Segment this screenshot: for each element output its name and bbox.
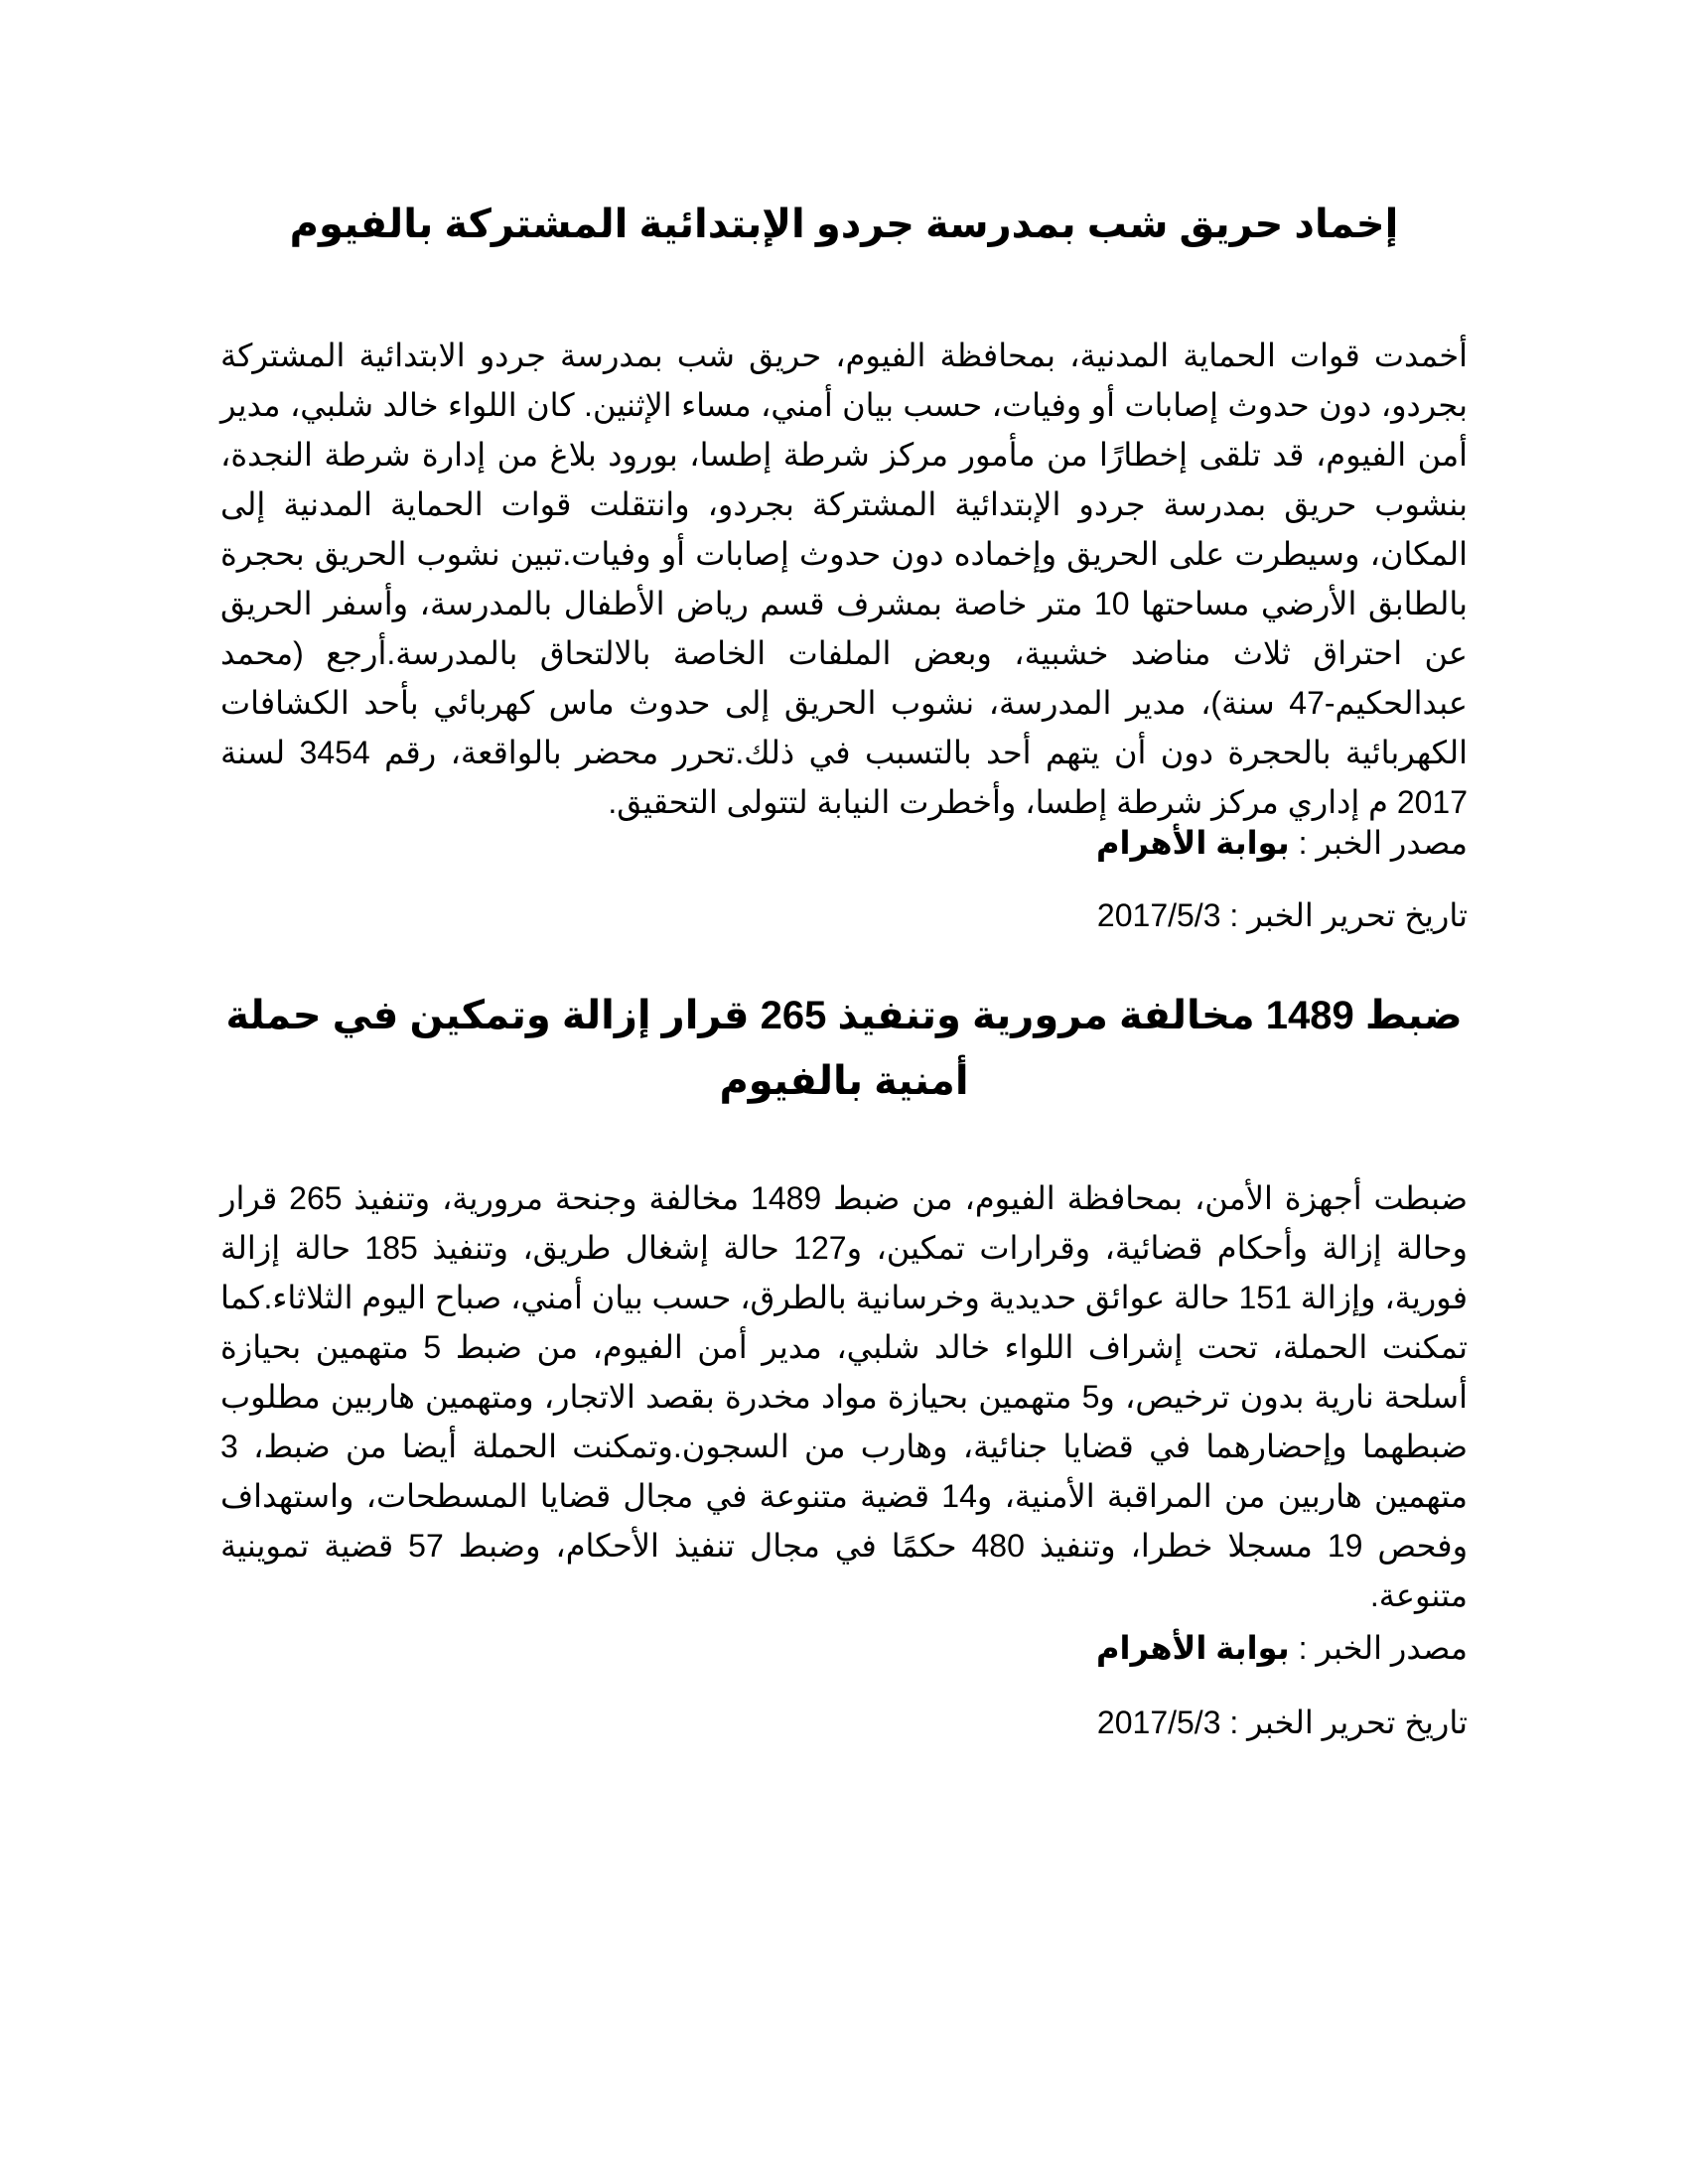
article-date [220,1698,1468,1747]
source-value: بوابة الأهرام [1096,825,1290,861]
date-label: تاريخ تحرير الخبر : [1229,1705,1468,1740]
article-source [220,1623,1468,1673]
article-source [220,818,1468,868]
date-value: 2017/5/3 [1096,897,1221,933]
article-title: ضبط 1489 مخالفة مرورية وتنفيذ 265 قرار إزالة وتمكين في حملة أمنية بالفيوم [225,994,1463,1103]
source-label: مصدر الخبر : [1298,825,1468,861]
article-body: أخمدت قوات الحماية المدنية، بمحافظة الفيوم، حريق شب بمدرسة جردو الابتدائية المشتركة بجردو، دون حدوث إصابات أو وفيات، حسب بيان أمني، مساء الإثنين. كان اللواء خالد شلبي، مدير أمن الفيوم، قد تلقى إخطارًا من مأمور مركز شرطة إطسا، بورود بلاغ من إدارة شرطة النجدة، بنشوب حريق بمدرسة جردو الإبتدائية المشتركة بجردو، وانتقلت قوات الحماية المدنية إلى المكان، وسيطرت على الحريق وإخماده دون حدوث إصابات أو وفيات.تبين نشوب الحريق بحجرة بالطابق الأرضي مساحتها 10 متر خاصة بمشرف قسم رياض الأطفال بالمدرسة، وأسفر الحريق عن احتراق ثلاث مناضد خشبية، وبعض الملفات الخاصة بالالتحاق بالمدرسة.أرجع (محمد عبدالحكيم-47 سنة)، مدير المدرسة، نشوب الحريق إلى حدوث ماس كهربائي بأحد الكشافات الكهربائية بالحجرة دون أن يتهم أحد بالتسبب في ذلك.تحرر محضر بالواقعة، رقم 3454 لسنة 2017 م إداري مركز شرطة إطسا، وأخطرت النيابة لتتولى التحقيق. [220,338,1469,820]
date-label: تاريخ تحرير الخبر : [1229,897,1468,933]
date-value: 2017/5/3 [1096,1705,1221,1740]
article-body: ضبطت أجهزة الأمن، بمحافظة الفيوم، من ضبط 1489 مخالفة وجنحة مرورية، وتنفيذ 265 قرار وحالة إزالة وأحكام قضائية، وقرارات تمكين، و127 حالة إشغال طريق، وتنفيذ 185 حالة إزالة فورية، وإزالة 151 حالة عوائق حديدية وخرسانية بالطرق، حسب بيان أمني، صباح اليوم الثلاثاء.كما تمكنت الحملة، تحت إشراف اللواء خالد شلبي، مدير أمن الفيوم، من ضبط 5 متهمين بحيازة أسلحة نارية بدون ترخيص، و5 متهمين بحيازة مواد مخدرة بقصد الاتجار، ومتهمين هاربين مطلوب ضبطهما وإحضارهما في قضايا جنائية، وهارب من السجون.وتمكنت الحملة أيضا من ضبط، 3 متهمين هاربين من المراقبة الأمنية، و14 قضية متنوعة في مجال قضايا المسطحات، واستهداف وفحص 19 مسجلا خطرا، وتنفيذ 480 حكمًا في مجال تنفيذ الأحكام، وضبط 57 قضية تموينية متنوعة. [220,1180,1469,1613]
article-title: إخماد حريق شب بمدرسة جردو الإبتدائية المشتركة بالفيوم [289,203,1399,246]
source-label: مصدر الخبر : [1298,1630,1468,1666]
source-value: بوابة الأهرام [1096,1630,1290,1666]
article-date [220,890,1468,940]
